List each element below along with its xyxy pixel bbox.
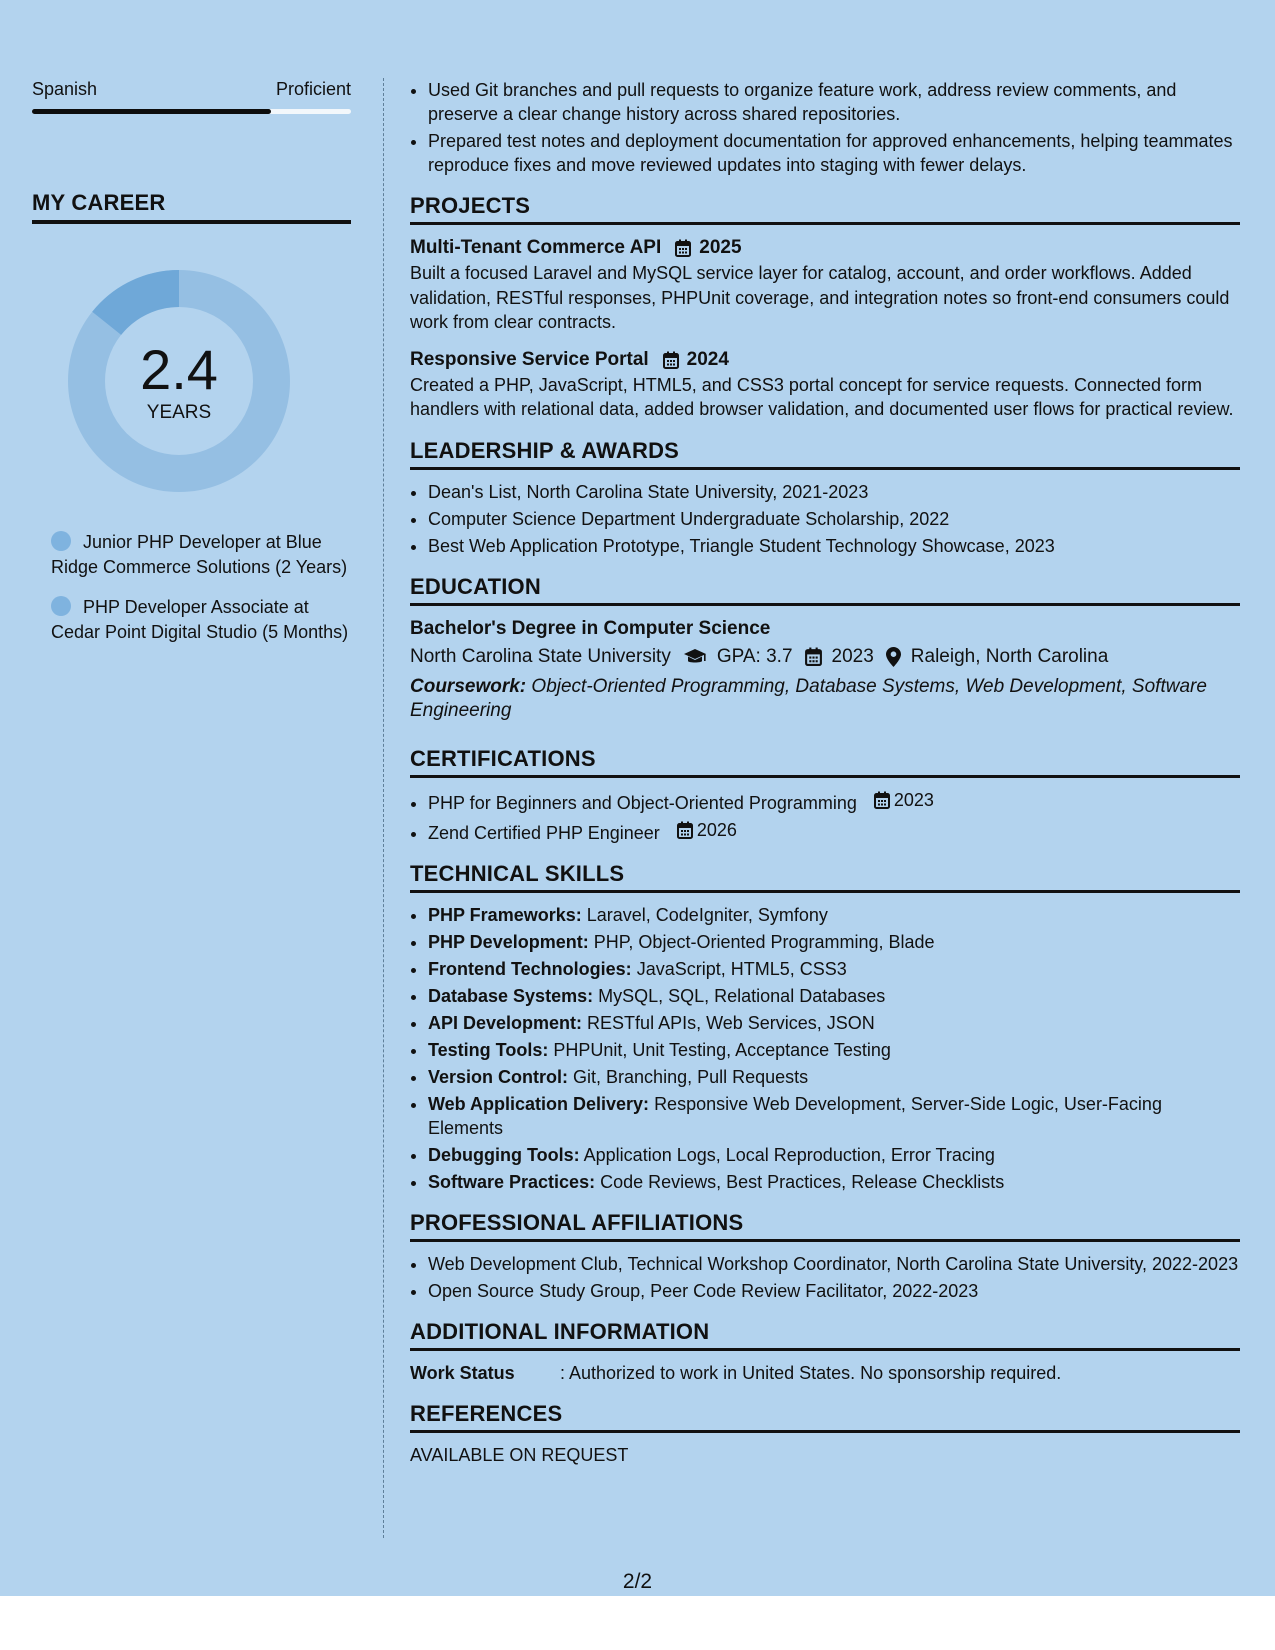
- skill-value: Laravel, CodeIgniter, Symfony: [586, 904, 828, 925]
- affiliations-list: [410, 1252, 1240, 1303]
- references-text: AVAILABLE ON REQUEST: [410, 1444, 629, 1465]
- project-heading: [410, 235, 1240, 261]
- education-gpa: GPA: 3.7: [716, 645, 793, 667]
- skill-label: Version Control:: [428, 1066, 569, 1087]
- project-name: Responsive Service Portal: [410, 348, 649, 370]
- certification-name: PHP for Beginners and Object-Oriented Programming: [428, 792, 857, 813]
- list-item: • Used Git branches and pull requests to organize feature work, address review comments, and preserve a clear change history across shared repositories.: [428, 78, 1240, 126]
- skill-value: Responsive Web Development, Server-Side Logic, User-Facing Elements: [428, 1093, 1162, 1138]
- list-item: • Dean's List, North Carolina State University, 2021-2023: [428, 480, 1240, 504]
- list-item: • Open Source Study Group, Peer Code Review Facilitator, 2022-2023: [428, 1279, 1240, 1303]
- education-degree: Bachelor's Degree in Computer Science: [410, 617, 771, 639]
- left-column: [32, 78, 351, 660]
- experience-bullets: [410, 78, 1240, 177]
- career-years-unit: YEARS: [146, 402, 212, 423]
- coursework-value: Object-Oriented Programming, Database Systems, Web Development, Software Engineering: [410, 675, 1207, 721]
- education-title: EDUCATION: [410, 574, 1240, 606]
- language-name: Spanish: [32, 79, 98, 99]
- list-item: • Computer Science Department Undergraduate Scholarship, 2022: [428, 507, 1240, 531]
- calendar-icon: [805, 647, 822, 666]
- skill-label: Debugging Tools:: [428, 1144, 580, 1165]
- skill-value: Application Logs, Local Reproduction, Error Tracing: [583, 1144, 995, 1165]
- skill-label: Frontend Technologies:: [428, 958, 632, 979]
- list-item: • Web Development Club, Technical Workshop Coordinator, North Carolina State University, 2022-2023: [428, 1252, 1240, 1276]
- skill-label: PHP Development:: [428, 931, 589, 952]
- language-proficiency-fill: [32, 109, 271, 114]
- career-dot-icon: [51, 596, 71, 616]
- column-divider: [383, 78, 384, 1538]
- calendar-icon: [874, 791, 890, 809]
- skill-value: Git, Branching, Pull Requests: [573, 1066, 809, 1087]
- list-item: [428, 1143, 1240, 1167]
- skill-label: PHP Frameworks:: [428, 904, 582, 925]
- skill-label: Web Application Delivery:: [428, 1093, 650, 1114]
- career-donut: [64, 266, 294, 496]
- graduation-cap-icon: [683, 648, 707, 666]
- career-years-value: 2.4: [140, 338, 218, 401]
- project-name: Multi-Tenant Commerce API: [410, 237, 662, 258]
- career-position: [51, 595, 351, 644]
- skill-label: Database Systems:: [428, 985, 594, 1006]
- skills-list: [410, 903, 1240, 1194]
- skill-value: PHPUnit, Unit Testing, Acceptance Testing: [553, 1039, 891, 1060]
- career-title: MY CAREER: [32, 190, 351, 224]
- project-year: 2025: [699, 237, 742, 258]
- list-item: [428, 788, 1240, 815]
- certification-name: Zend Certified PHP Engineer: [428, 822, 660, 843]
- list-item: [428, 1092, 1240, 1140]
- list-item: [428, 984, 1240, 1008]
- language-level: Proficient: [275, 79, 351, 99]
- career-donut-segment: [107, 289, 179, 324]
- skill-value: Code Reviews, Best Practices, Release Checklists: [600, 1171, 1005, 1192]
- career-positions: [32, 530, 351, 644]
- list-item: [428, 1038, 1240, 1062]
- career-position: [51, 530, 351, 579]
- skill-value: JavaScript, HTML5, CSS3: [636, 958, 847, 979]
- certification-year: 2023: [893, 789, 934, 810]
- leadership-list: [410, 480, 1240, 558]
- career-dot-icon: [51, 531, 71, 551]
- work-status-value: : Authorized to work in United States. No sponsorship required.: [560, 1362, 1062, 1383]
- work-status-label: Work Status: [410, 1362, 515, 1383]
- skill-label: Testing Tools:: [428, 1039, 549, 1060]
- calendar-icon: [675, 239, 691, 257]
- list-item: [428, 903, 1240, 927]
- education-coursework: [410, 675, 1240, 724]
- list-item: [428, 818, 1240, 845]
- skill-value: MySQL, SQL, Relational Databases: [598, 985, 886, 1006]
- affiliations-title: PROFESSIONAL AFFILIATIONS: [410, 1210, 1240, 1242]
- skill-label: API Development:: [428, 1012, 583, 1033]
- additional-info-title: ADDITIONAL INFORMATION: [410, 1319, 1240, 1351]
- work-status-row: [410, 1361, 1240, 1385]
- list-item: • Best Web Application Prototype, Triangle Student Technology Showcase, 2023: [428, 534, 1240, 558]
- certifications-title: CERTIFICATIONS: [410, 746, 1240, 778]
- right-column: [410, 78, 1240, 1467]
- list-item: [428, 957, 1240, 981]
- coursework-label: Coursework:: [410, 675, 527, 697]
- list-item: [428, 930, 1240, 954]
- projects-title: PROJECTS: [410, 193, 1240, 225]
- skill-label: Software Practices:: [428, 1171, 596, 1192]
- project-description: Built a focused Laravel and MySQL service layer for catalog, account, and order workflows. Added validation, RESTful responses, PHPUnit coverage, and integration notes so front-end consumers could work from clear contracts.: [410, 263, 1230, 332]
- references-title: REFERENCES: [410, 1401, 1240, 1433]
- language-row: [32, 78, 351, 100]
- education-location: Raleigh, North Carolina: [910, 645, 1109, 667]
- project-heading: [410, 347, 1240, 373]
- career-position-text: Junior PHP Developer at Blue Ridge Commerce Solutions (2 Years): [51, 532, 348, 577]
- skill-value: PHP, Object-Oriented Programming, Blade: [593, 931, 935, 952]
- language-proficiency-bar: [32, 109, 351, 114]
- list-item: [428, 1065, 1240, 1089]
- skills-title: TECHNICAL SKILLS: [410, 861, 1240, 893]
- certification-date: [874, 788, 934, 812]
- location-pin-icon: [886, 647, 901, 667]
- calendar-icon: [663, 351, 679, 369]
- list-item: [428, 1170, 1240, 1194]
- certifications-list: [410, 788, 1240, 845]
- education-year: 2023: [831, 645, 874, 667]
- education-details: [410, 642, 1240, 672]
- skill-value: RESTful APIs, Web Services, JSON: [587, 1012, 875, 1033]
- list-item: • Prepared test notes and deployment documentation for approved enhancements, helping teammates reproduce fixes and move reviewed updates into staging with fewer delays.: [428, 129, 1240, 177]
- project-description: Created a PHP, JavaScript, HTML5, and CSS3 portal concept for service requests. Connected form handlers with relational data, added browser validation, and documented user flows for practical review.: [410, 374, 1234, 419]
- project-year: 2024: [686, 348, 729, 370]
- leadership-title: LEADERSHIP & AWARDS: [410, 438, 1240, 470]
- certification-date: [677, 818, 737, 842]
- career-position-text: PHP Developer Associate at Cedar Point Digital Studio (5 Months): [51, 597, 349, 642]
- education-school: North Carolina State University: [410, 645, 671, 667]
- list-item: [428, 1011, 1240, 1035]
- certification-year: 2026: [696, 819, 737, 840]
- page-number: 2/2: [622, 1570, 653, 1593]
- calendar-icon: [677, 821, 693, 839]
